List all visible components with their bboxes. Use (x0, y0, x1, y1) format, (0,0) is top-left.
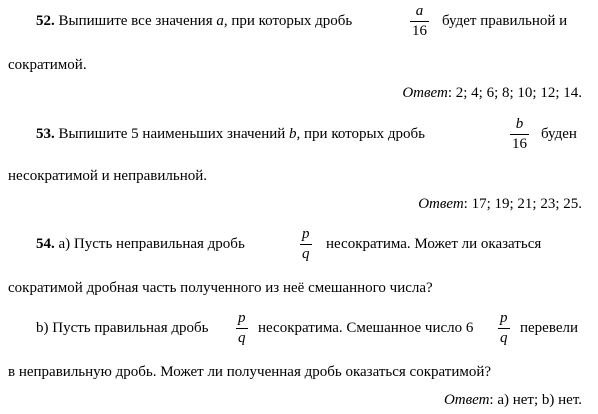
problem-52-answer (402, 84, 582, 102)
answer-label: Ответ (443, 392, 490, 408)
problem-54b-line-1-end (520, 319, 578, 337)
fraction-denominator: q (500, 330, 508, 346)
answer-label: Ответ (402, 85, 448, 101)
problem-text: несократима. Может ли оказаться (326, 236, 542, 252)
mixed-fraction-p-over-q (498, 310, 510, 347)
problem-text: Выпишите 5 наименьших значений (58, 126, 286, 142)
fraction-numerator: b (515, 116, 524, 132)
problem-text: Выпишите все значения (58, 13, 213, 29)
problem-text: сократимой дробная часть полученного из неё смешанного числа? (8, 280, 433, 296)
fraction-denominator: 16 (412, 23, 427, 39)
problem-54b-line-2 (8, 363, 491, 381)
problem-number: 54. (36, 236, 55, 252)
problem-text: перевели (520, 320, 579, 336)
fraction-numerator: p (302, 226, 310, 242)
fraction-bar (236, 328, 248, 329)
variable: a, (216, 13, 228, 29)
problem-52-line-2 (8, 56, 87, 74)
fraction-denominator: 16 (512, 136, 527, 152)
problem-number: 52. (36, 13, 55, 29)
fraction-denominator: q (302, 246, 310, 262)
problem-53-line-2 (8, 167, 207, 185)
fraction-p-over-q (300, 226, 312, 263)
fraction-numerator: p (238, 310, 246, 326)
problem-54-answer (444, 391, 582, 409)
variable: b, (289, 126, 301, 142)
problem-53-line-1-end (541, 125, 577, 143)
fraction-numerator: p (500, 310, 508, 326)
fraction-bar (510, 134, 529, 135)
problem-54a-line-1-end (326, 235, 541, 253)
problem-text: при которых дробь (304, 126, 425, 142)
fraction-p-over-q-b (236, 310, 248, 347)
problem-54b-line-1 (36, 319, 208, 337)
fraction-b-over-16 (510, 116, 529, 153)
fraction-bar (498, 328, 510, 329)
problem-text: в неправильную дробь. Может ли полученная дробь оказаться сократимой? (8, 364, 492, 380)
answer-value: : 17; 19; 21; 23; 25. (463, 196, 582, 212)
problem-54a-line-2 (8, 279, 433, 297)
fraction-bar (410, 21, 429, 22)
problem-52-line-1 (36, 12, 352, 30)
problem-54b-line-1-mid (258, 319, 473, 337)
problem-54a-line-1 (36, 235, 245, 253)
fraction-a-over-16 (410, 3, 429, 40)
fraction-numerator: a (415, 3, 424, 19)
answer-value: : а) нет; b) нет. (489, 392, 582, 408)
problem-text: будет правильной и (442, 13, 568, 29)
fraction-bar (300, 244, 312, 245)
problem-text: при которых дробь (231, 13, 353, 29)
problem-text: несократима. Смешанное число 6 (258, 320, 474, 336)
problem-53-line-1 (36, 125, 425, 143)
problem-text: b) Пусть правильная дробь (36, 320, 209, 336)
answer-label: Ответ (418, 196, 464, 212)
answer-value: : 2; 4; 6; 8; 10; 12; 14. (447, 85, 582, 101)
problem-text: сократимой. (8, 57, 87, 73)
problem-52-line-1-end (442, 12, 567, 30)
problem-text: несократимой и неправильной. (8, 168, 208, 184)
problem-53-answer (418, 195, 582, 213)
problem-number: 53. (36, 126, 55, 142)
fraction-denominator: q (238, 330, 246, 346)
problem-text: буден (541, 126, 577, 142)
problem-text: а) Пусть неправильная дробь (58, 236, 245, 252)
